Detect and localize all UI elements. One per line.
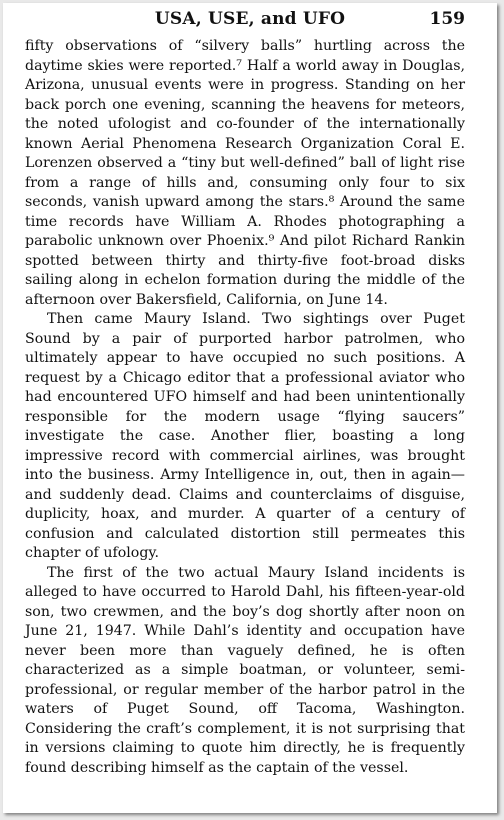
- paragraph-continuation: fifty observations of “silvery balls” hurtling across the daytime skies were reported.⁷ Half a world away in Douglas, Arizona, unusual events were in progress. Standing on her back porch one evening, scanning the heavens for meteors, the noted ufologist and co-founder of the internationally known Aerial Phenomena Research Organization Coral E. Lorenzen observed a “tiny but well-defined” ball of light rise from a range of hills and, consuming only four to six seconds, vanish upward among the stars.⁸ Around the same time records have William A. Rhodes photographing a parabolic unknown over Phoenix.⁹ And pilot Richard Rankin spotted between thirty and thirty-five foot-broad disks sailing along in echelon formation during the middle of the afternoon over Bakersfield, California, on June 14.: [25, 38, 465, 308]
- book-page: [3, 3, 497, 813]
- running-head: USA, USE, and UFO: [154, 9, 346, 29]
- body-text: [25, 37, 465, 778]
- paragraph-harold-dahl: The first of the two actual Maury Island incidents is alleged to have occurred to Harold Dahl, his fifteen-year-old son, two crewmen, and the boy’s dog shortly after noon on June 21, 1947. While Dahl’s identity and occupation have never been more than vaguely defined, he is often characterized as a simple boatman, or volunteer, semi-professional, or regular member of the harbor patrol in the waters of Puget Sound, off Tacoma, Washington. Considering the craft’s complement, it is not surprising that in versions claiming to quote him directly, he is frequently found describing himself as the captain of the vessel.: [25, 564, 465, 776]
- paragraph-maury-island: Then came Maury Island. Two sightings over Puget Sound by a pair of purported harbor patrolmen, who ultimately appear to have occupied no such positions. A request by a Chicago editor that a professional aviator who had encountered UFO himself and had been unintentionally responsible for the modern usage “flying saucers” investigate the case. Another flier, boasting a long impressive record with commercial airlines, was brought into the business. Army Intelligence in, out, then in again—and suddenly dead. Claims and counterclaims of disguise, duplicity, hoax, and murder. A quarter of a century of confusion and calculated distortion still permeates this chapter of ufology.: [25, 311, 465, 561]
- page-header: [3, 9, 497, 35]
- page-number: 159: [429, 9, 465, 29]
